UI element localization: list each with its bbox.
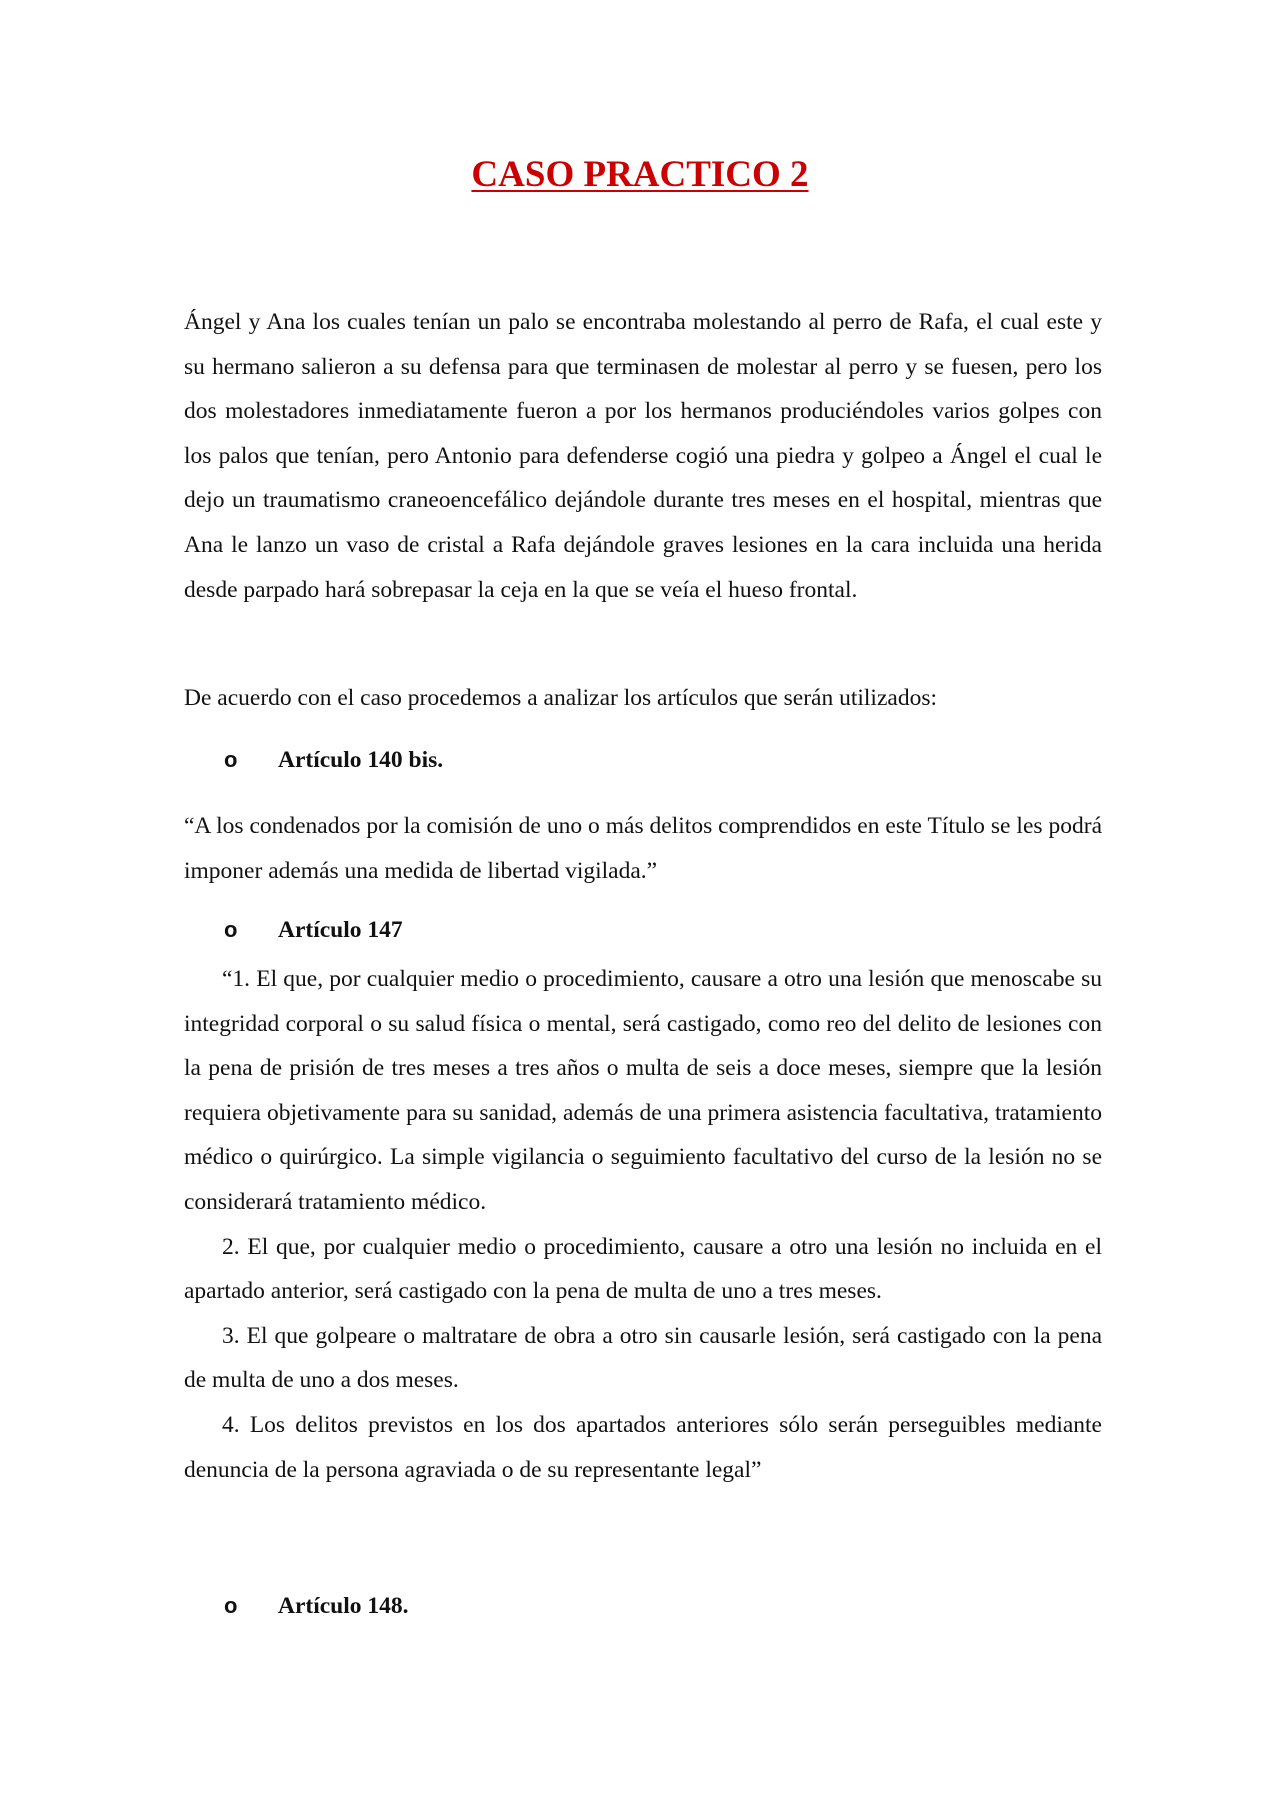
article-140-heading bbox=[224, 745, 443, 775]
article-147-text bbox=[184, 957, 1102, 1492]
article-heading-label: Artículo 140 bis. bbox=[278, 747, 444, 773]
page-title: CASO PRACTICO 2 bbox=[471, 154, 809, 195]
article-147-paragraph-3: 3. El que golpeare o maltratare de obra a otro sin causarle lesión, será castigado con la pena de multa de uno a dos meses. bbox=[184, 1322, 1102, 1394]
lead-paragraph: De acuerdo con el caso procedemos a analizar los artículos que serán utilizados: bbox=[184, 685, 937, 711]
article-140-quote: “A los condenados por la comisión de uno o más delitos comprendidos en este Título se les podrá imponer además una medida de libertad vigilada.” bbox=[184, 813, 1102, 884]
article-147-paragraph-1: “1. El que, por cualquier medio o procedimiento, causare a otro una lesión que menoscabe su integridad corporal o su salud física o mental, será castigado, como reo del delito de lesiones con la pena de prisión de tres meses a tres años o multa de seis a doce meses, siempre que la lesión requiera objetivamente para su sanidad, además de una primera asistencia facultativa, tratamiento médico o quirúrgico. La simple vigilancia o seguimiento facultativo del curso de la lesión no se considerará tratamiento médico. bbox=[184, 966, 1102, 1215]
article-147-heading bbox=[224, 915, 403, 945]
article-147-paragraph-4: 4. Los delitos previstos en los dos apartados anteriores sólo serán perseguibles mediante denuncia de la persona agraviada o de su representante legal” bbox=[184, 1411, 1102, 1483]
intro-paragraph: Ángel y Ana los cuales tenían un palo se encontraba molestando al perro de Rafa, el cual este y su hermano salieron a su defensa para que terminasen de molestar al perro y se fuesen, pero los dos molestadores inmediatamente fueron a por los hermanos produciéndoles varios golpes con los palos que tenían, pero Antonio para defenderse cogió una piedra y golpeo a Ángel el cual le dejo un traumatismo craneoencefálico dejándole durante tres meses en el hospital, mientras que Ana le lanzo un vaso de cristal a Rafa dejándole graves lesiones en la cara incluida una herida desde parpado hará sobrepasar la ceja en la que se veía el hueso frontal. bbox=[184, 309, 1102, 603]
article-heading-label: Artículo 147 bbox=[278, 917, 403, 943]
article-147-paragraph-2: 2. El que, por cualquier medio o procedimiento, causare a otro una lesión no incluida en el apartado anterior, será castigado con la pena de multa de uno a tres meses. bbox=[184, 1233, 1102, 1305]
bullet-icon: o bbox=[224, 747, 238, 772]
bullet-icon: o bbox=[224, 917, 238, 942]
bullet-icon: o bbox=[224, 1593, 238, 1618]
article-148-heading bbox=[224, 1591, 409, 1621]
article-heading-label: Artículo 148. bbox=[278, 1593, 409, 1619]
